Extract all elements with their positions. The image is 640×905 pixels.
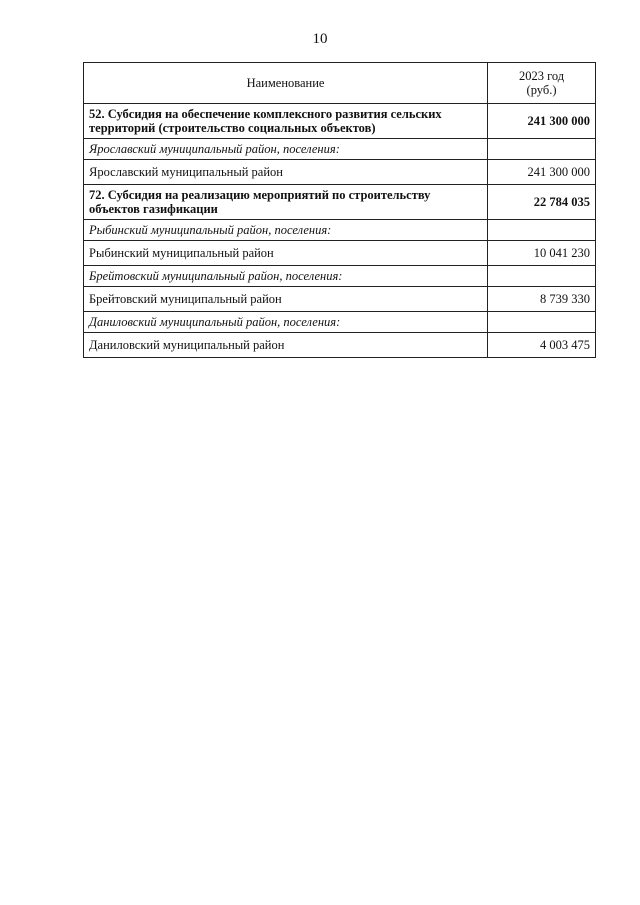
row-name: 72. Субсидия на реализацию мероприятий по строительству объектов газификации (84, 185, 488, 220)
row-name: Ярославский муниципальный район, поселения: (84, 139, 488, 160)
row-value: 10 041 230 (488, 241, 596, 266)
row-name: Даниловский муниципальный район, поселения: (84, 312, 488, 333)
row-value: 241 300 000 (488, 160, 596, 185)
row-name: Даниловский муниципальный район (84, 333, 488, 358)
table-row (84, 266, 596, 287)
row-value (488, 220, 596, 241)
row-value (488, 266, 596, 287)
table-row (84, 287, 596, 312)
row-name: Рыбинский муниципальный район, поселения: (84, 220, 488, 241)
table-row (84, 139, 596, 160)
page-number: 10 (312, 31, 328, 47)
row-name: Ярославский муниципальный район (84, 160, 488, 185)
subsidy-table (83, 62, 596, 358)
row-name: Рыбинский муниципальный район (84, 241, 488, 266)
table-header-row (84, 63, 596, 104)
table-row (84, 312, 596, 333)
table-row (84, 104, 596, 139)
row-name: Брейтовский муниципальный район (84, 287, 488, 312)
row-value: 241 300 000 (488, 104, 596, 139)
table-row (84, 241, 596, 266)
row-value: 8 739 330 (488, 287, 596, 312)
row-value: 22 784 035 (488, 185, 596, 220)
header-value-unit: (руб.) (526, 83, 557, 97)
header-name: Наименование (84, 63, 488, 104)
table-row (84, 160, 596, 185)
row-value (488, 312, 596, 333)
row-name: Брейтовский муниципальный район, поселения: (84, 266, 488, 287)
table-row (84, 220, 596, 241)
row-name: 52. Субсидия на обеспечение комплексного развития сельских территорий (строительство социальных объектов) (84, 104, 488, 139)
table-row (84, 333, 596, 358)
header-value-year: 2023 год (518, 69, 565, 83)
header-value (488, 63, 596, 104)
row-value: 4 003 475 (488, 333, 596, 358)
table-row (84, 185, 596, 220)
row-value (488, 139, 596, 160)
